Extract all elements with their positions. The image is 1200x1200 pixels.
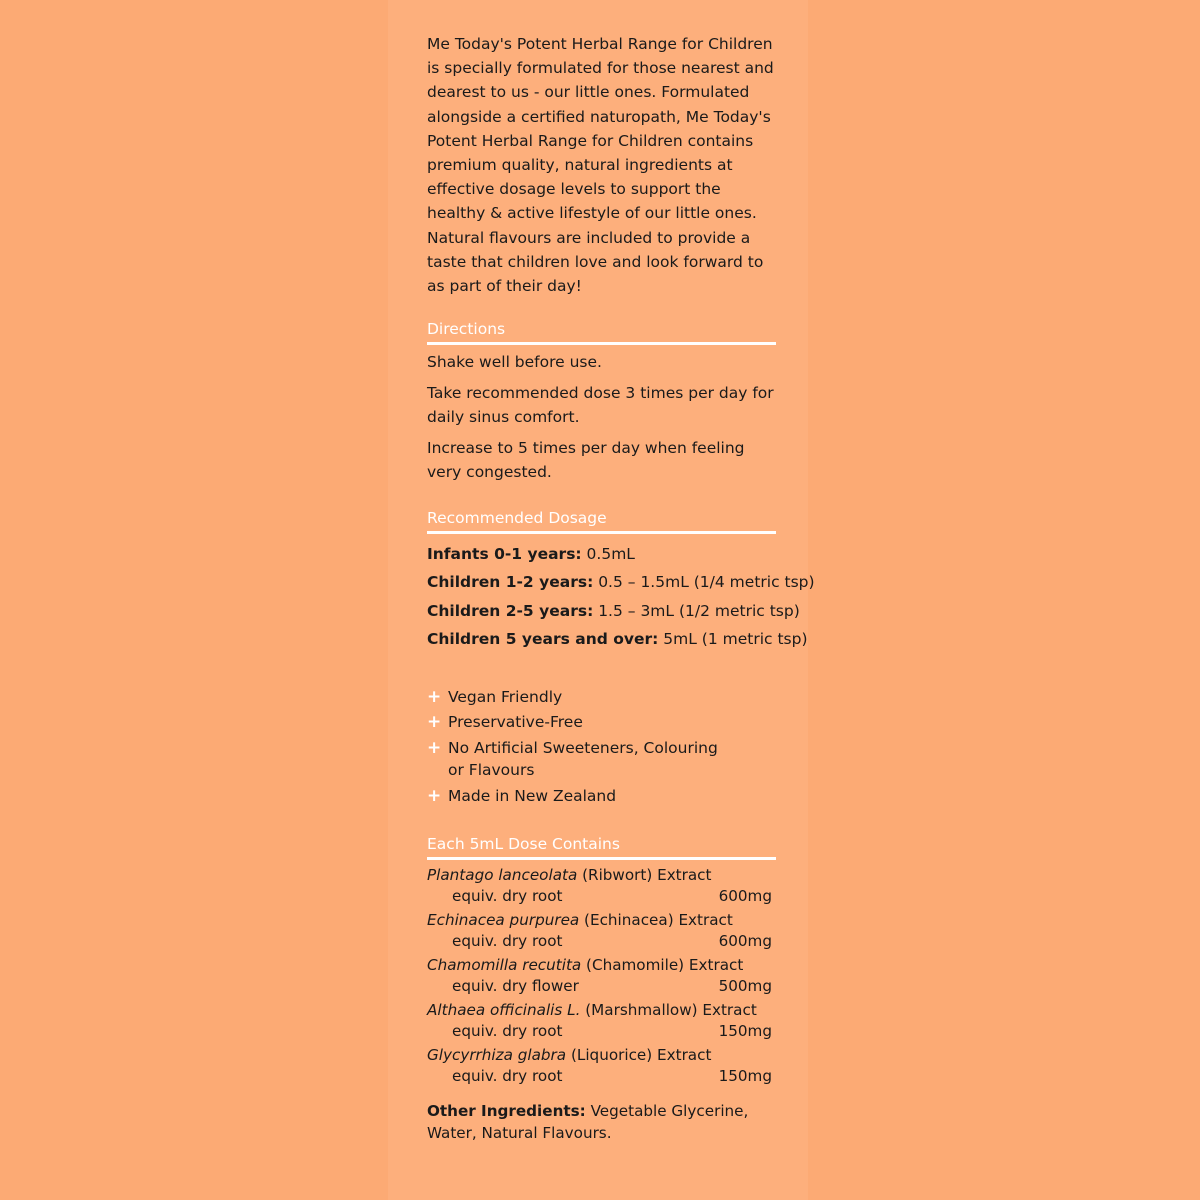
ingredient-common-name: (Liquorice) Extract: [566, 1046, 712, 1065]
feature-label: No Artificial Sweeteners, Colouring or Flavours: [448, 738, 718, 780]
ingredient-amount: 150mg: [718, 1067, 772, 1086]
dosage-row: [427, 568, 815, 597]
dosage-value: 0.5mL: [581, 544, 635, 563]
ingredient-equiv-label: equiv. dry root: [452, 1067, 563, 1086]
ingredient-equivalent: [427, 976, 772, 996]
feature-label: Made in New Zealand: [448, 786, 617, 805]
dosage-row: [427, 540, 797, 569]
feature-item: [427, 686, 779, 709]
plus-icon: +: [427, 737, 442, 758]
ingredient-amount: 600mg: [718, 887, 772, 906]
feature-item: [427, 737, 779, 782]
ingredient-amount: 600mg: [718, 932, 772, 951]
ingredient-latin-name: Glycyrrhiza glabra: [427, 1046, 567, 1065]
ingredient-latin-name: Plantago lanceolata: [427, 866, 578, 885]
plus-icon: +: [427, 785, 442, 806]
feature-label: Vegan Friendly: [448, 687, 563, 706]
ingredient-common-name: (Chamomile) Extract: [581, 956, 744, 975]
feature-item: [427, 785, 779, 808]
ingredient-equiv-label: equiv. dry root: [452, 932, 563, 951]
ingredient-item: [427, 999, 772, 1041]
plus-icon: +: [427, 712, 442, 733]
direction-line: Increase to 5 times per day when feeling very congested.: [427, 438, 745, 482]
ingredient-common-name: (Echinacea) Extract: [579, 911, 733, 930]
dosage-row: [427, 597, 800, 626]
ingredient-equiv-label: equiv. dry flower: [452, 977, 579, 996]
dosage-label: Children 5 years and over:: [427, 630, 659, 649]
ingredient-name: [427, 999, 772, 1021]
other-ingredients-label: Other Ingredients:: [427, 1102, 586, 1121]
features-list: [427, 686, 779, 808]
dosage-label: Children 1-2 years:: [427, 573, 594, 592]
ingredient-equiv-label: equiv. dry root: [452, 887, 563, 906]
dosage-value: 1.5 – 3mL (1/2 metric tsp): [593, 601, 800, 620]
ingredient-equivalent: [427, 886, 772, 906]
label-content: [427, 32, 815, 1144]
ingredient-equivalent: [427, 1021, 772, 1041]
direction-line: Shake well before use.: [427, 353, 602, 372]
ingredient-amount: 500mg: [718, 977, 772, 996]
dosage-row: [427, 625, 808, 654]
ingredient-common-name: (Ribwort) Extract: [577, 866, 712, 885]
ingredient-common-name: (Marshmallow) Extract: [580, 1001, 757, 1020]
ingredient-name: [427, 864, 772, 886]
ingredient-latin-name: Chamomilla recutita: [427, 956, 582, 975]
plus-icon: +: [427, 686, 442, 707]
ingredient-name: [427, 954, 772, 976]
ingredient-item: [427, 909, 772, 951]
ingredient-amount: 150mg: [718, 1022, 772, 1041]
ingredient-latin-name: Echinacea purpurea: [427, 911, 580, 930]
dosage-label: Children 2-5 years:: [427, 601, 594, 620]
ingredient-item: [427, 1044, 772, 1086]
ingredient-name: [427, 909, 772, 931]
intro-paragraph: Me Today's Potent Herbal Range for Children is specially formulated for those nearest and dearest to us - our little ones. Formulated alongside a certified naturopath, Me Today's Potent Herbal Range for Children contains premium quality, natural ingredients at effective dosage levels to support the healthy & active lifestyle of our little ones. Natural flavours are included to provide a taste that children love and look forward to as part of their day!: [427, 35, 774, 296]
directions-heading: Directions: [427, 318, 776, 345]
feature-label: Preservative-Free: [448, 713, 583, 732]
ingredient-equivalent: [427, 1066, 772, 1086]
dosage-section: [427, 540, 815, 654]
dosage-heading: Recommended Dosage: [427, 507, 776, 534]
contains-heading: Each 5mL Dose Contains: [427, 833, 776, 860]
other-ingredients: [427, 1101, 767, 1144]
ingredient-item: [427, 954, 772, 996]
ingredient-item: [427, 864, 772, 906]
ingredients-list: [427, 864, 772, 1086]
dosage-value: 5mL (1 metric tsp): [658, 630, 808, 649]
feature-item: [427, 711, 779, 734]
ingredient-latin-name: Althaea officinalis L.: [427, 1001, 581, 1020]
dosage-label: Infants 0-1 years:: [427, 544, 582, 563]
ingredient-name: [427, 1044, 772, 1066]
dosage-value: 0.5 – 1.5mL (1/4 metric tsp): [593, 573, 815, 592]
ingredient-equivalent: [427, 931, 772, 951]
other-ingredients-value: Vegetable Glycerine, Water, Natural Flavours.: [427, 1102, 749, 1142]
direction-line: Take recommended dose 3 times per day for daily sinus comfort.: [427, 383, 774, 427]
directions-section: [427, 350, 779, 485]
ingredient-equiv-label: equiv. dry root: [452, 1022, 563, 1041]
